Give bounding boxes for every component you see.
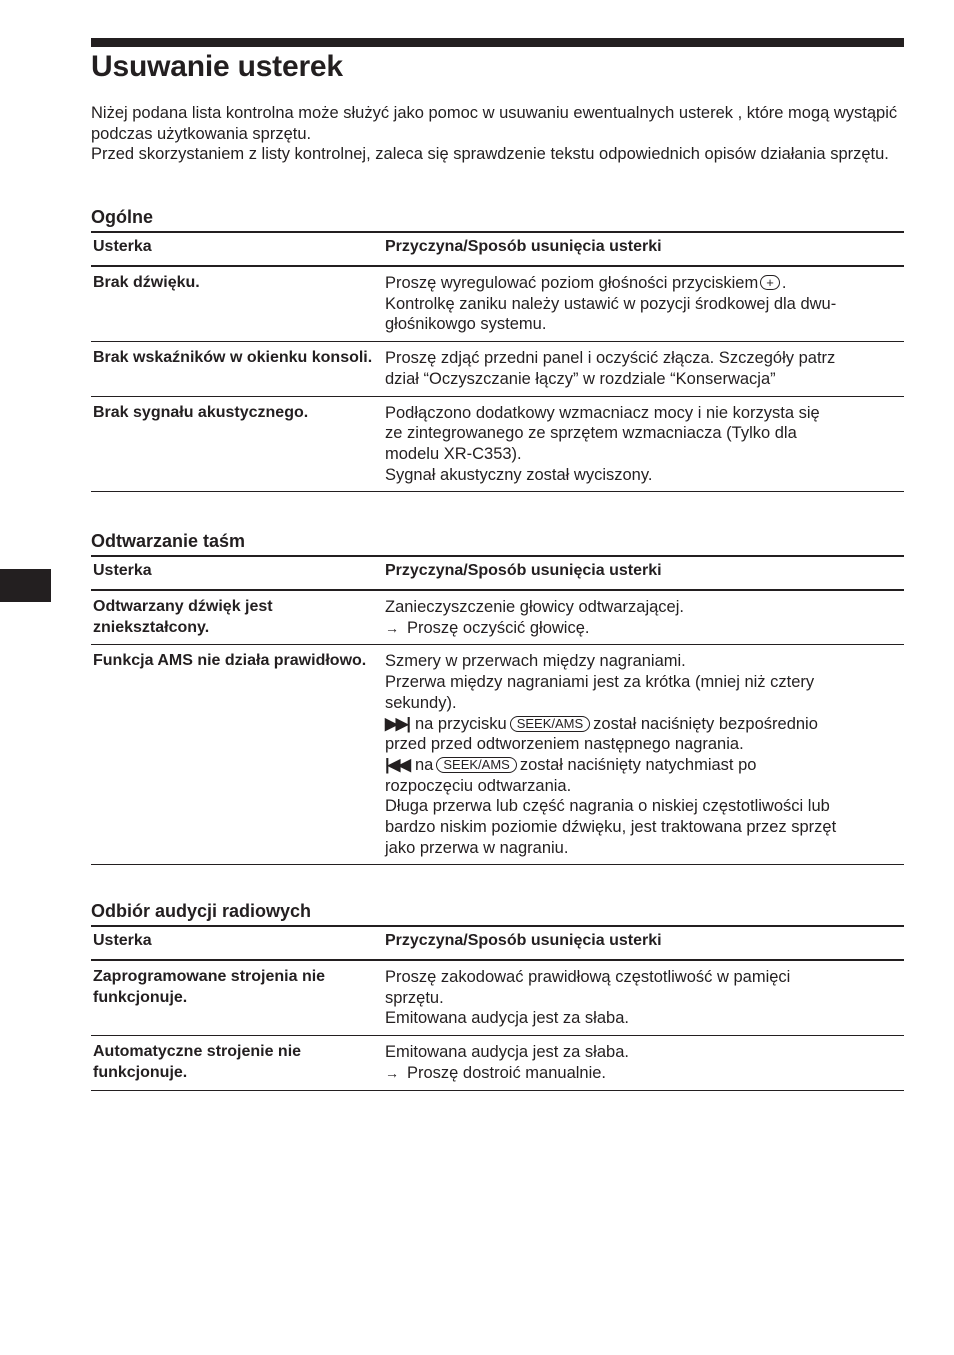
cause-line: Sygnał akustyczny został wyciszony. [385,465,653,484]
section-general [91,206,904,492]
cause-text: na [415,755,434,774]
cause-line: Emitowana audycja jest za słaba. [385,1043,629,1062]
cause-line: Szmery w przerwach między nagraniami. [385,652,686,671]
cause-cell [383,1036,904,1090]
arrow-right-icon: → [385,1064,399,1081]
col-cause-header: Przyczyna/Sposób usunięcia usterki [385,238,662,255]
table-row [91,342,904,396]
col-cause-header: Przyczyna/Sposób usunięcia usterki [385,562,662,579]
cause-line [385,273,902,294]
table-row [91,960,904,1036]
intro-text [91,103,901,165]
cause-text: został naciśnięty natychmiast po [519,755,757,774]
section-radio [91,900,904,1091]
cause-line: ze zintegrowanego ze sprzętem wzmacniacza (Tylko dla [385,424,797,443]
symptom-cell: Brak sygnału akustycznego. [93,403,309,421]
col-cause-header: Przyczyna/Sposób usunięcia usterki [385,932,662,949]
cause-text: został naciśnięty bezpośrednio [593,714,818,733]
cause-line [385,1063,902,1084]
section-tape [91,530,904,865]
side-tab [0,569,51,602]
intro-paragraph: Przed skorzystaniem z listy kontrolnej, zaleca się sprawdzenie tekstu odpowiednich opisów działania sprzętu. [91,145,889,163]
volume-plus-button-icon: + [760,275,780,290]
symptom-cell: Brak wskaźników w okienku konsoli. [93,349,373,367]
table-header [91,556,904,590]
cause-line: jako przerwa w nagraniu. [385,838,569,857]
troubleshooting-table [91,555,904,865]
cause-line: Długa przerwa lub część nagrania o niskiej częstotliwości lub [385,797,830,816]
section-title: Ogólne [91,207,153,227]
cause-line: Kontrolkę zaniku należy ustawić w pozycji środkowej dla dwu- [385,294,837,313]
symptom-cell: Automatyczne strojenie nie funkcjonuje. [93,1043,302,1081]
next-track-icon: ▶▶| [385,714,409,733]
cause-line: przed przed odtworzeniem następnego nagrania. [385,735,744,754]
table-header [91,232,904,266]
cause-cell [383,342,904,396]
troubleshooting-table [91,231,904,492]
cause-cell [383,645,904,865]
section-title: Odtwarzanie taśm [91,531,246,551]
table-row [91,396,904,492]
cause-line: Zanieczyszczenie głowicy odtwarzającej. [385,598,684,616]
cause-cell [383,590,904,645]
cause-line: modelu XR-C353). [385,444,522,463]
cause-line: Proszę zakodować prawidłową częstotliwość w pamięci [385,968,791,986]
symptom-cell: Odtwarzany dźwięk jest zniekształcony. [93,598,273,636]
previous-track-icon: |◀◀ [385,755,409,774]
table-row [91,266,904,342]
intro-paragraph: Niżej podana lista kontrolna może służyć jako pomoc w usuwaniu ewentualnych usterek , które mogą wystąpić podczas użytkowania sprzętu. [91,104,898,143]
table-row [91,1036,904,1090]
cause-text: Proszę dostroić manualnie. [407,1063,607,1082]
cause-line: bardzo niskim poziomie dźwięku, jest traktowana przez sprzęt [385,818,837,837]
cause-cell [383,266,904,342]
cause-line [385,755,902,776]
cause-line: Przerwa między nagraniami jest za krótka (mniej niż cztery [385,673,815,692]
top-rule [91,38,904,47]
cause-text: Proszę wyregulować poziom głośności przyciskiem [385,274,759,292]
col-symptom-header: Usterka [93,562,152,579]
arrow-right-icon: → [385,619,399,636]
col-symptom-header: Usterka [93,238,152,255]
cause-line: dział “Oczyszczanie łączy” w rozdziale “Konserwacja” [385,369,776,388]
cause-line: sekundy). [385,693,457,712]
cause-line: Podłączono dodatkowy wzmacniacz mocy i nie korzysta się [385,403,820,422]
cause-line [385,714,902,735]
page-title: Usuwanie usterek [91,50,343,83]
cause-line: Emitowana audycja jest za słaba. [385,1009,629,1028]
cause-line: Proszę zdjąć przedni panel i oczyścić złącza. Szczegóły patrz [385,349,836,368]
cause-cell [383,960,904,1036]
col-symptom-header: Usterka [93,932,152,949]
seek-ams-button-icon: SEEK/AMS [510,716,590,732]
troubleshooting-table [91,925,904,1091]
symptom-cell: Funkcja AMS nie działa prawidłowo. [93,652,367,670]
table-header [91,926,904,960]
section-title: Odbiór audycji radiowych [91,901,312,921]
symptom-cell: Brak dźwięku. [93,274,200,291]
table-row [91,590,904,645]
cause-text: . [781,274,787,292]
cause-line: sprzętu. [385,988,444,1007]
symptom-cell: Zaprogramowane strojenia nie funkcjonuje. [93,968,326,1006]
cause-line: głośnikowgo systemu. [385,315,547,334]
cause-line: rozpoczęciu odtwarzania. [385,776,572,795]
cause-line [385,618,902,639]
cause-text: na przycisku [415,714,507,733]
cause-cell [383,396,904,492]
table-row [91,645,904,865]
seek-ams-button-icon: SEEK/AMS [436,757,516,773]
cause-text: Proszę oczyścić głowicę. [407,618,590,637]
